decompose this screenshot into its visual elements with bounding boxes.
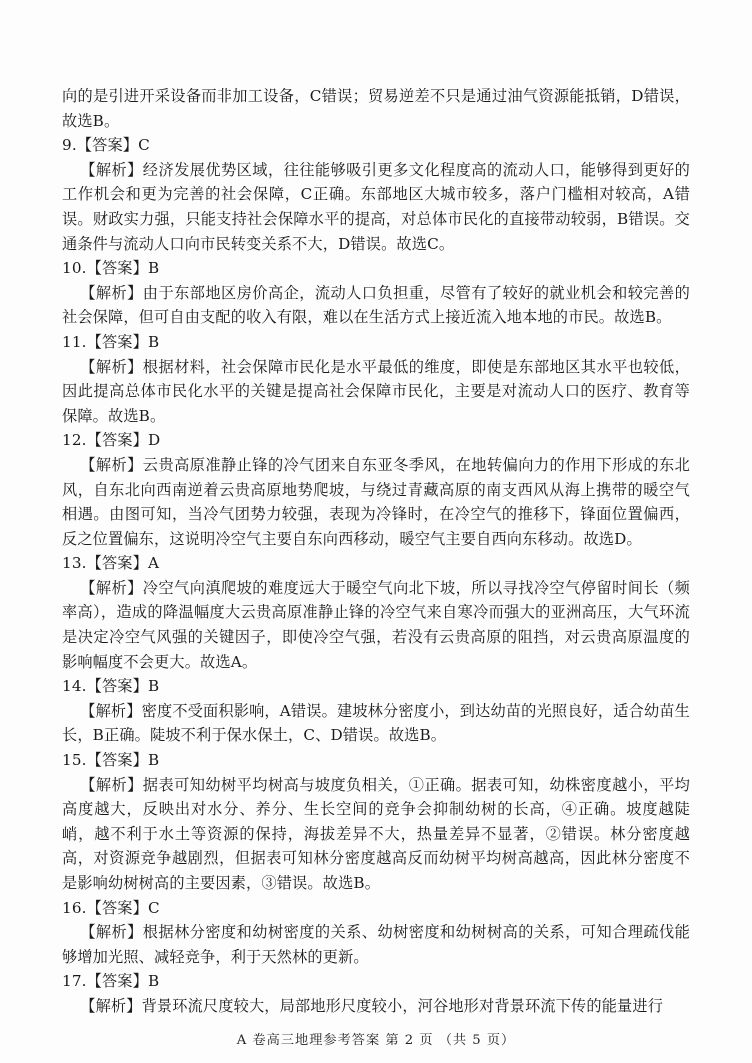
item-10 <box>62 256 690 330</box>
explanation-text: 【解析】背景环流尺度较大，局部地形尺度较小，河谷地形对背景环流下传的能量进行 <box>80 996 664 1015</box>
item-16 <box>62 896 690 970</box>
explanation-text: 【解析】云贵高原准静止锋的冷气团来自东亚冬季风，在地转偏向力的作用下形成的东北风，自东北向西南逆着云贵高原地势爬坡，与绕过青藏高原的南支西风从海上携带的暖空气相遇。由图可知，当冷气团势力较强，表现为冷锋时，在冷空气的推移下，锋面位置偏西，反之位置偏东，这说明冷空气主要自东向西移动，暖空气主要自西向东移动。故选D。 <box>62 455 690 548</box>
intro-line: 向的是引进开采设备而非加工设备，C错误；贸易逆差不只是通过油气资源能抵销，D错误，故选B。 <box>62 87 690 130</box>
answer-label: 14.【答案】B <box>62 677 160 696</box>
answer-key-body <box>62 84 690 1019</box>
answer-label: 11.【答案】B <box>62 332 160 351</box>
answer-label: 16.【答案】C <box>62 898 160 917</box>
answer-label: 13.【答案】A <box>62 554 160 573</box>
explanation-text: 【解析】由于东部地区房价高企，流动人口负担重，尽管有了较好的就业机会和较完善的社会保障，但可自由支配的收入有限，难以在生活方式上接近流入地本地的市民。故选B。 <box>62 283 690 327</box>
explanation-text: 【解析】据表可知幼树平均树高与坡度负相关，①正确。据表可知，幼株密度越小，平均高度越大，反映出对水分、养分、生长空间的竞争会抑制幼树的长高，④正确。坡度越陡峭，越不利于水土等资源的保持，海拔差异不大，热量差异不显著，②错误。林分密度越高，对资源竞争越剧烈，但据表可知林分密度越高反而幼树平均树高越高，因此林分密度不是影响幼树树高的主要因素，③错误。故选B。 <box>62 775 690 892</box>
item-13 <box>62 551 690 674</box>
item-17 <box>62 969 690 1018</box>
answer-label: 10.【答案】B <box>62 259 160 278</box>
explanation-text: 【解析】根据林分密度和幼树密度的关系、幼树密度和幼树树高的关系，可知合理疏伐能够增加光照、减轻竞争，利于天然林的更新。 <box>62 923 690 966</box>
explanation-text: 【解析】冷空气向滇爬坡的难度远大于暖空气向北下坡，所以寻找冷空气停留时间长（频率高），造成的降温幅度大云贵高原准静止锋的冷空气来自寒冷而强大的亚洲高压，大气环流是决定冷空气风强的关键因子，即使冷空气强，若没有云贵高原的阻挡，对云贵高原温度的影响幅度不会更大。故选A。 <box>62 578 690 671</box>
item-15 <box>62 748 690 896</box>
item-12 <box>62 428 690 551</box>
item-11 <box>62 330 690 428</box>
explanation-text: 【解析】根据材料，社会保障市民化是水平最低的维度，即使是东部地区其水平也较低，因此提高总体市民化水平的关键是提高社会保障市民化，主要是对流动人口的医疗、教育等保障。故选B。 <box>62 357 690 425</box>
item-9 <box>62 133 690 256</box>
page-footer: A 卷高三地理参考答案 第 2 页 （共 5 页） <box>236 1033 516 1048</box>
answer-label: 17.【答案】B <box>62 972 160 991</box>
answer-label: 12.【答案】D <box>62 431 161 450</box>
explanation-text: 【解析】经济发展优势区域，往往能够吸引更多文化程度高的流动人口，能够得到更好的工作机会和更为完善的社会保障，C正确。东部地区大城市较多，落户门槛相对较高，A错误。财政实力强，只能支持社会保障水平的提高，对总体市民化的直接带动较弱，B错误。交通条件与流动人口向市民转变关系不大，D错误。故选C。 <box>62 160 690 253</box>
answer-label: 15.【答案】B <box>62 751 160 770</box>
answer-label: 9.【答案】C <box>62 136 150 155</box>
explanation-text: 【解析】密度不受面积影响，A错误。建坡林分密度小，到达幼苗的光照良好，适合幼苗生长，B正确。陡坡不利于保水保土，C、D错误。故选B。 <box>62 701 690 745</box>
item-14 <box>62 674 690 748</box>
